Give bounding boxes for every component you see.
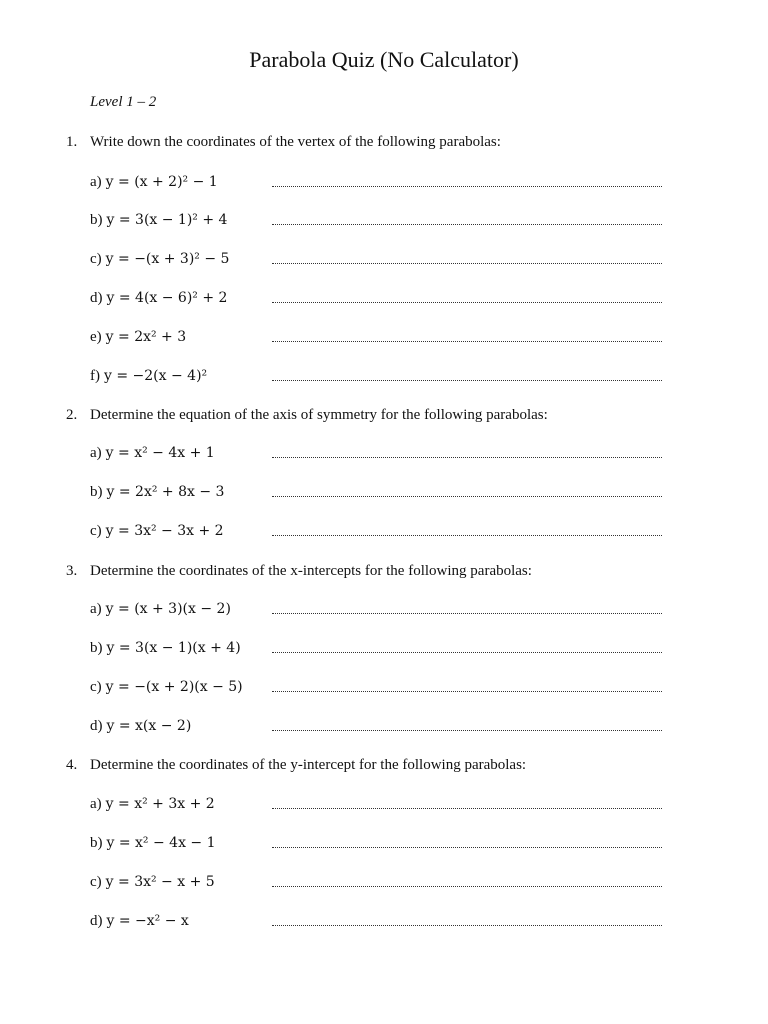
part-expression: y = −(x + 3)² − 5 xyxy=(105,251,230,267)
part-expression: y = −(x + 2)(x − 5) xyxy=(105,679,243,695)
part-label: a) xyxy=(90,445,102,461)
question-part xyxy=(90,327,186,347)
part-expression: y = 3x² − 3x + 2 xyxy=(105,523,224,539)
question-number: 2. xyxy=(66,407,78,423)
question-text: Determine the equation of the axis of symmetry for the following parabolas: xyxy=(90,407,548,423)
question-part xyxy=(90,443,215,463)
question-text: Determine the coordinates of the x-intercepts for the following parabolas: xyxy=(90,563,532,579)
part-label: d) xyxy=(90,718,103,734)
question-part xyxy=(90,521,224,541)
question-part xyxy=(90,638,241,658)
part-label: b) xyxy=(90,640,103,656)
answer-line[interactable] xyxy=(272,652,662,653)
part-expression: y = x² + 3x + 2 xyxy=(105,796,215,812)
part-label: b) xyxy=(90,484,103,500)
question-part xyxy=(90,210,227,230)
answer-line[interactable] xyxy=(272,496,662,497)
answer-line[interactable] xyxy=(272,224,662,225)
part-expression: y = 4(x − 6)² + 2 xyxy=(106,290,228,306)
question-part xyxy=(90,794,215,814)
question-part xyxy=(90,249,229,269)
part-label: c) xyxy=(90,251,102,267)
answer-line[interactable] xyxy=(272,457,662,458)
answer-line[interactable] xyxy=(272,886,662,887)
part-expression: y = 2x² + 3 xyxy=(105,329,187,345)
question-part xyxy=(90,911,189,931)
part-expression: y = 3(x − 1)² + 4 xyxy=(106,212,228,228)
answer-line[interactable] xyxy=(272,730,662,731)
level-label: Level 1 – 2 xyxy=(90,94,157,110)
part-label: d) xyxy=(90,913,103,929)
answer-line[interactable] xyxy=(272,691,662,692)
part-label: b) xyxy=(90,835,103,851)
question-number: 4. xyxy=(66,757,78,773)
question-part xyxy=(90,716,191,736)
answer-line[interactable] xyxy=(272,808,662,809)
question-part xyxy=(90,677,243,697)
question-part xyxy=(90,872,215,892)
part-expression: y = x² − 4x − 1 xyxy=(106,835,216,851)
part-label: f) xyxy=(90,368,100,384)
question-part xyxy=(90,482,224,502)
page-title: Parabola Quiz (No Calculator) xyxy=(249,47,519,72)
answer-line[interactable] xyxy=(272,302,662,303)
answer-line[interactable] xyxy=(272,341,662,342)
part-label: b) xyxy=(90,212,103,228)
question-part xyxy=(90,172,218,192)
question-part xyxy=(90,288,227,308)
question-number: 1. xyxy=(66,134,78,150)
answer-line[interactable] xyxy=(272,380,662,381)
part-expression: y = 2x² + 8x − 3 xyxy=(106,484,225,500)
part-expression: y = (x + 2)² − 1 xyxy=(105,174,218,190)
answer-line[interactable] xyxy=(272,847,662,848)
part-expression: y = −x² − x xyxy=(106,913,189,929)
question-part xyxy=(90,366,207,386)
part-label: c) xyxy=(90,523,102,539)
part-expression: y = x(x − 2) xyxy=(106,718,192,734)
answer-line[interactable] xyxy=(272,613,662,614)
part-label: c) xyxy=(90,874,102,890)
part-label: c) xyxy=(90,679,102,695)
part-label: e) xyxy=(90,329,102,345)
part-expression: y = 3(x − 1)(x + 4) xyxy=(106,640,241,656)
part-expression: y = 3x² − x + 5 xyxy=(105,874,215,890)
answer-line[interactable] xyxy=(272,925,662,926)
answer-line[interactable] xyxy=(272,186,662,187)
question-text: Write down the coordinates of the vertex of the following parabolas: xyxy=(90,134,501,150)
question-number: 3. xyxy=(66,563,78,579)
question-part xyxy=(90,599,231,619)
answer-line[interactable] xyxy=(272,263,662,264)
part-expression: y = (x + 3)(x − 2) xyxy=(105,601,231,617)
part-label: a) xyxy=(90,174,102,190)
question-text: Determine the coordinates of the y-intercept for the following parabolas: xyxy=(90,757,527,773)
question-part xyxy=(90,833,216,853)
part-label: a) xyxy=(90,601,102,617)
part-label: a) xyxy=(90,796,102,812)
part-label: d) xyxy=(90,290,103,306)
part-expression: y = x² − 4x + 1 xyxy=(105,445,215,461)
part-expression: y = −2(x − 4)² xyxy=(104,368,208,384)
answer-line[interactable] xyxy=(272,535,662,536)
